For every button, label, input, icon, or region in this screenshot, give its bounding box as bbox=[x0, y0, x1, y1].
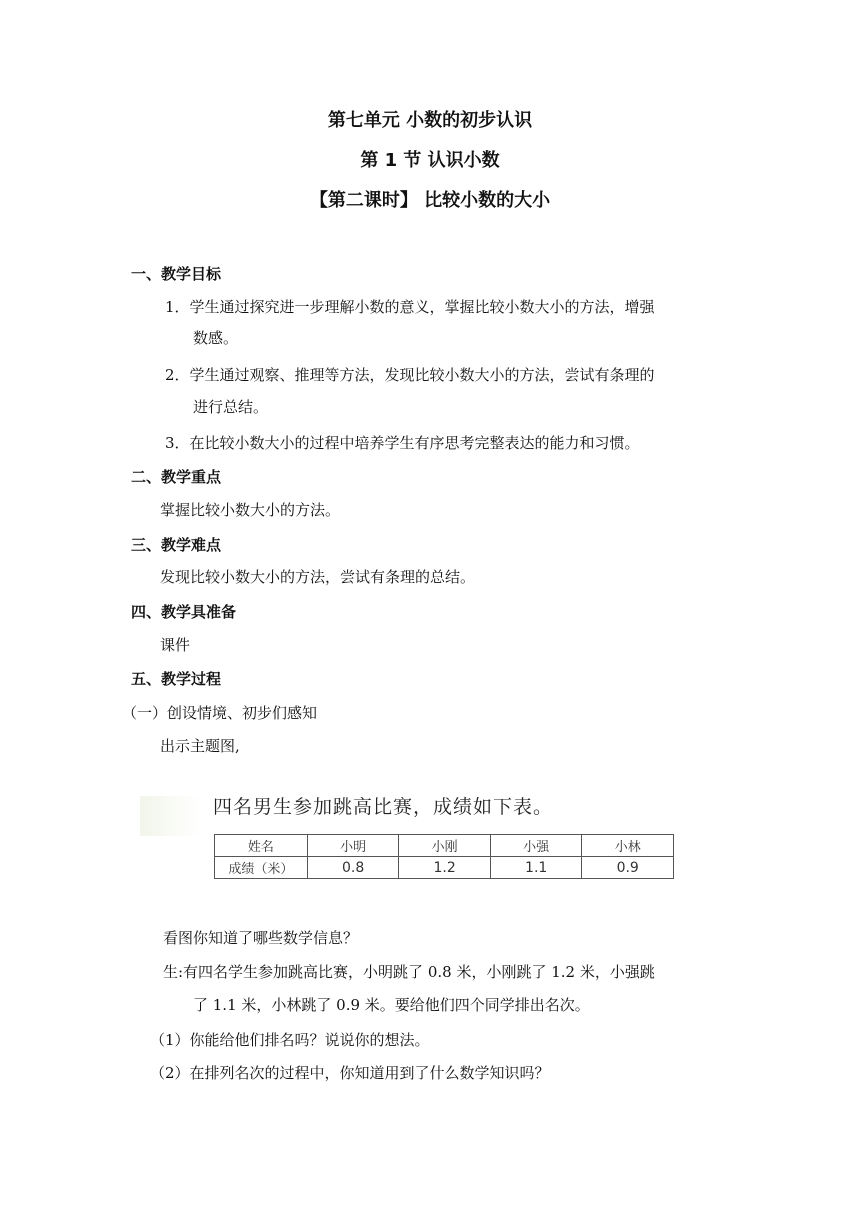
scores-table bbox=[214, 834, 674, 879]
table-header-cell: 小刚 bbox=[399, 835, 491, 857]
goal-2-line-1: 2．学生通过观察、推理等方法，发现比较小数大小的方法，尝试有条理的 bbox=[165, 366, 655, 384]
table-header-cell: 姓名 bbox=[215, 835, 308, 857]
goal-3: 3．在比较小数大小的过程中培养学生有序思考完整表达的能力和习惯。 bbox=[165, 434, 640, 452]
lesson-title: 【第二课时】 比较小数的大小 bbox=[309, 190, 551, 211]
figure-decoration bbox=[140, 796, 200, 836]
key-heading: 二、教学重点 bbox=[131, 468, 222, 486]
table-row-label: 成绩（米） bbox=[215, 857, 308, 879]
table-header-cell: 小明 bbox=[307, 835, 399, 857]
table-cell: 1.1 bbox=[490, 857, 582, 879]
prep-heading: 四、教学具准备 bbox=[131, 603, 237, 621]
difficulty-heading: 三、教学难点 bbox=[131, 536, 222, 554]
goal-2-line-2: 进行总结。 bbox=[193, 398, 269, 416]
unit-title: 第七单元 小数的初步认识 bbox=[327, 110, 533, 131]
difficulty-text: 发现比较小数大小的方法，尝试有条理的总结。 bbox=[160, 568, 476, 586]
show-image-text: 出示主题图, bbox=[160, 737, 240, 755]
table-cell: 0.9 bbox=[582, 857, 674, 879]
table-header-cell: 小强 bbox=[490, 835, 582, 857]
goal-1-line-2: 数感。 bbox=[193, 329, 239, 347]
step-1-heading: （一）创设情境、初步们感知 bbox=[122, 704, 318, 722]
process-heading: 五、教学过程 bbox=[131, 670, 222, 688]
key-text: 掌握比较小数大小的方法。 bbox=[160, 501, 341, 519]
prep-text: 课件 bbox=[160, 636, 191, 654]
table-header-row bbox=[215, 835, 674, 857]
table-header-cell: 小林 bbox=[582, 835, 674, 857]
goals-heading: 一、教学目标 bbox=[131, 265, 222, 283]
question-1: （1）你能给他们排名吗？说说你的想法。 bbox=[150, 1031, 430, 1049]
goal-1-line-1: 1．学生通过探究进一步理解小数的意义，掌握比较小数大小的方法，增强 bbox=[165, 298, 655, 316]
table-cell: 1.2 bbox=[399, 857, 491, 879]
answer-line-1: 生:有四名学生参加跳高比赛，小明跳了 0.8 米，小刚跳了 1.2 米，小强跳 bbox=[163, 963, 655, 981]
question-2: （2）在排列名次的过程中，你知道用到了什么数学知识吗？ bbox=[150, 1064, 550, 1082]
question-text: 看图你知道了哪些数学信息？ bbox=[163, 929, 359, 947]
answer-line-2: 了 1.1 米，小林跳了 0.9 米。要给他们四个同学排出名次。 bbox=[193, 996, 590, 1014]
figure-caption: 四名男生参加跳高比赛，成绩如下表。 bbox=[213, 796, 554, 818]
table-cell: 0.8 bbox=[307, 857, 399, 879]
section-title: 第 1 节 认识小数 bbox=[360, 150, 500, 171]
table-row bbox=[215, 857, 674, 879]
theme-figure bbox=[140, 782, 685, 894]
